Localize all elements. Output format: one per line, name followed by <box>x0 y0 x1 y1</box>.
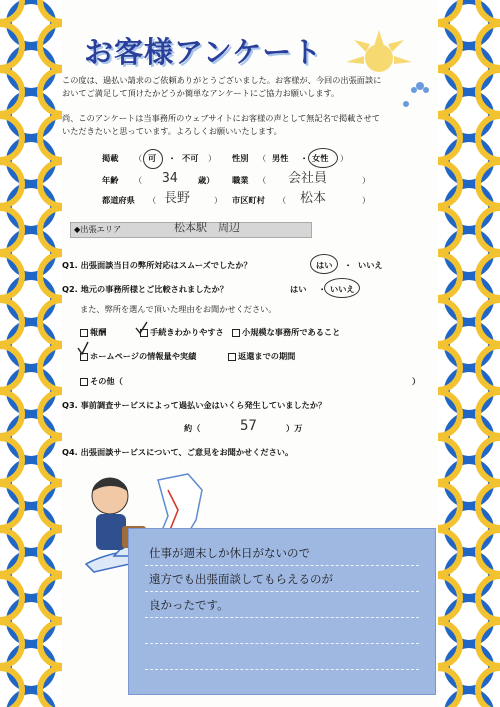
gender-male[interactable]: 男性 <box>272 153 289 163</box>
city-value[interactable]: 松本 <box>300 191 327 206</box>
city-open-paren: （ <box>278 195 287 205</box>
age-unit: 歳） <box>198 175 215 185</box>
prefecture-value[interactable]: 長野 <box>164 191 191 206</box>
publish-close-paren: ） <box>208 153 217 163</box>
q3-prefix: 約（ <box>184 423 201 433</box>
question-1: Q1. 出張面談当日の弊所対応はスムーズでしたか？ <box>62 260 252 270</box>
page-title: お客様アンケート <box>84 35 323 69</box>
q1-separator: ・ <box>344 260 353 270</box>
reason-clarity-label: 手続きわかりやすさ <box>150 327 224 337</box>
q2-no-circle <box>324 278 360 298</box>
reason-other-label: その他（ <box>90 376 123 386</box>
reason-option-other[interactable] <box>80 377 123 387</box>
other-checkbox[interactable] <box>80 378 88 386</box>
reason-option-small-office[interactable] <box>232 328 340 338</box>
intro-line-2: おいてご満足して頂けたかどうか簡単なアンケートにご協力お願いします。 <box>62 88 340 98</box>
publish-yes-circle <box>143 149 163 169</box>
publish-option-no[interactable]: 不可 <box>182 153 199 163</box>
gender-female-circle <box>308 148 338 168</box>
publish-separator: ・ <box>168 153 177 163</box>
prefecture-label: 都道府県 <box>102 195 135 205</box>
publish-option-yes[interactable]: 可 <box>148 153 157 163</box>
gender-label: 性別 <box>232 153 249 163</box>
job-open-paren: （ <box>258 175 267 185</box>
intro-line-3: 尚、このアンケートは当事務所のウェブサイトにお客様の声として無記名で掲載させて <box>62 113 380 123</box>
gender-female[interactable]: 女性 <box>312 153 329 163</box>
reason-small-office-label: 小規模な事務所であること <box>242 327 341 337</box>
comment-box[interactable] <box>128 528 436 695</box>
q1-answer-yes[interactable]: はい <box>316 260 333 270</box>
q2-subquestion: また、弊所を選んで頂いた理由をお聞かせください。 <box>80 304 277 314</box>
left-decorative-border <box>0 0 62 707</box>
reason-other-close-paren: ） <box>412 376 421 386</box>
age-label: 年齢 <box>102 175 119 185</box>
reason-option-refund-period[interactable] <box>228 352 295 362</box>
survey-content <box>62 0 438 707</box>
q2-answer-yes[interactable]: はい <box>290 284 307 294</box>
comment-line-1: 仕事が週末しか休日がないので <box>149 546 310 560</box>
publish-label: 掲載 <box>102 153 119 163</box>
gender-separator: ・ <box>300 153 309 163</box>
clarity-check-icon <box>134 320 150 336</box>
prefecture-close-paren: ） <box>214 195 223 205</box>
gender-close-paren: ） <box>340 153 349 163</box>
question-4: Q4. 出張面談サービスについて、ご意見をお聞かせください。 <box>62 447 294 457</box>
q1-answer-no[interactable]: いいえ <box>358 260 383 270</box>
small-office-checkbox[interactable] <box>232 329 240 337</box>
reason-fee-label: 報酬 <box>90 327 107 337</box>
city-label: 市区町村 <box>232 195 265 205</box>
intro-line-1: この度は、過払い請求のご依頼ありがとうございました。お客様が、今回の出張面談に <box>62 75 382 85</box>
job-value[interactable]: 会社員 <box>288 171 328 186</box>
service-area-label: ◆出張エリア <box>74 224 122 234</box>
city-close-paren: ） <box>362 195 371 205</box>
comment-line-2: 遠方でも出張面談してもらえるのが <box>149 572 333 586</box>
q1-yes-circle <box>310 254 338 274</box>
age-value[interactable]: 34 <box>162 171 178 186</box>
comment-line-3: 良かったです。 <box>149 598 229 612</box>
job-label: 職業 <box>232 175 249 185</box>
sun-flower-icon <box>324 30 434 110</box>
intro-line-4: いただきたいと思っています。よろしくお願いいたします。 <box>62 126 282 136</box>
q3-value[interactable]: 57 <box>240 418 257 434</box>
reason-refund-period-label: 返還までの期間 <box>238 351 296 361</box>
age-open-paren: （ <box>134 175 143 185</box>
q2-separator: ・ <box>318 284 327 294</box>
q2-answer-no[interactable]: いいえ <box>330 284 355 294</box>
right-decorative-border <box>438 0 500 707</box>
job-close-paren: ） <box>362 175 371 185</box>
reason-website-label: ホームページの情報量や実績 <box>90 351 197 361</box>
check-marks <box>74 318 107 362</box>
q3-suffix: ）万 <box>286 423 303 433</box>
service-area-value[interactable]: 松本駅 周辺 <box>174 221 240 234</box>
gender-open-paren: （ <box>258 153 267 163</box>
reason-option-clarity[interactable] <box>140 328 224 338</box>
question-2: Q2. 地元の事務所様とご比較されましたか？ <box>62 284 228 294</box>
refund-period-checkbox[interactable] <box>228 353 236 361</box>
publish-open-paren: （ <box>134 153 143 163</box>
prefecture-open-paren: （ <box>148 195 157 205</box>
question-3: Q3. 事前調査サービスによって過払い金はいくら発生していましたか？ <box>62 400 327 410</box>
